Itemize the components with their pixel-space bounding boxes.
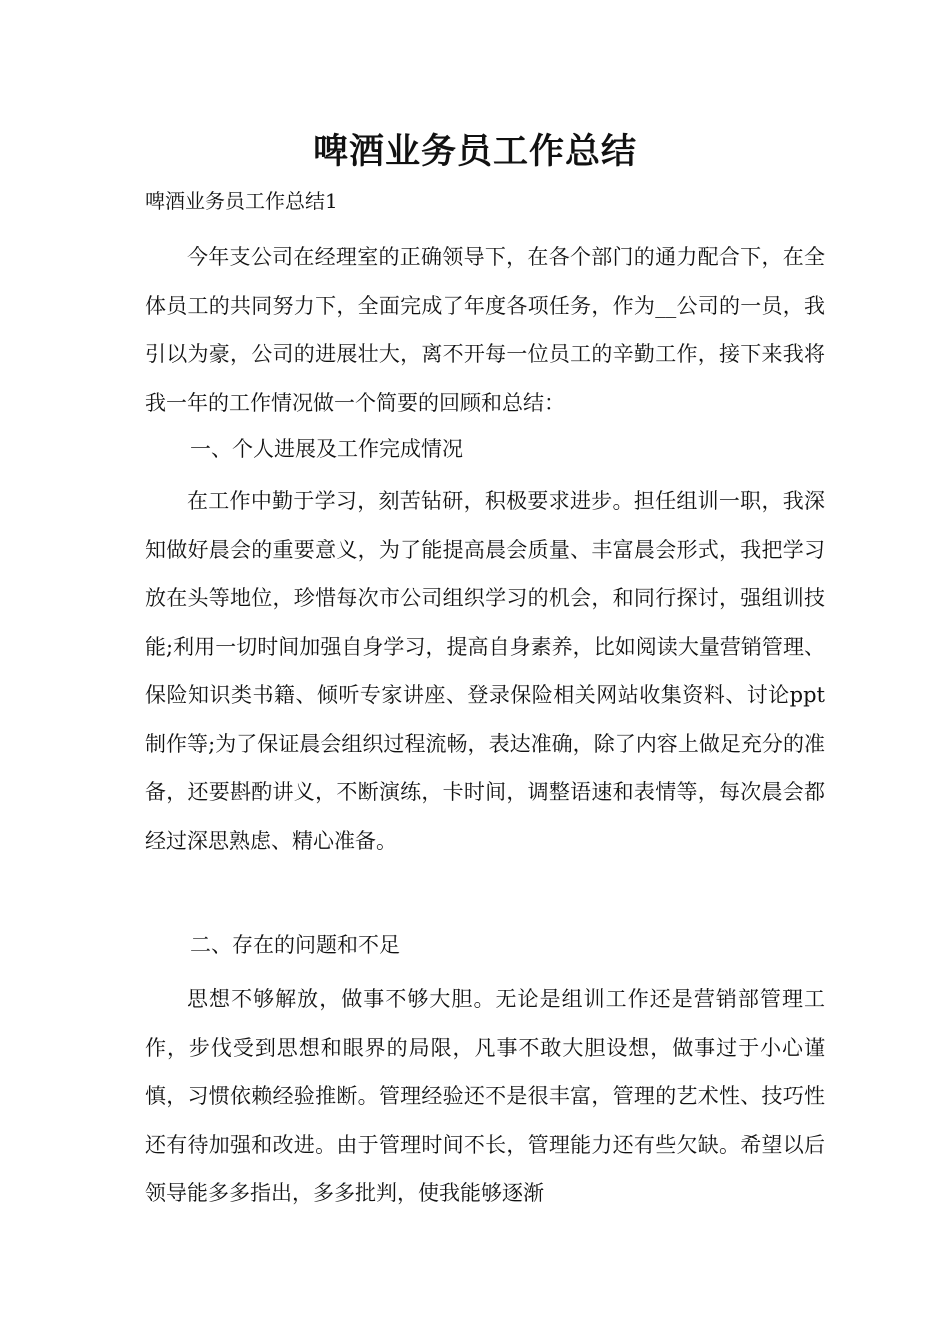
intro-paragraph: 今年支公司在经理室的正确领导下，在各个部门的通力配合下，在全体员工的共同努力下，全面完成了年度各项任务，作为__公司的一员，我引以为豪，公司的进展壮大，离不开每一位员工的辛勤工作，接下来我将我一年的工作情况做一个简要的回顾和总结：: [145, 245, 825, 415]
section-2-paragraph: 思想不够解放，做事不够大胆。无论是组训工作还是营销部管理工作，步伐受到思想和眼界的局限，凡事不敢大胆设想，做事过于小心谨慎，习惯依赖经验推断。管理经验还不是很丰富，管理的艺术性、技巧性还有待加强和改进。由于管理时间不长，管理能力还有些欠缺。希望以后领导能多多指出，多多批判，使我能够逐渐: [145, 987, 825, 1205]
document-title: 啤酒业务员工作总结: [312, 132, 637, 172]
document-subtitle: 啤酒业务员工作总结1: [145, 189, 338, 213]
section-1-paragraph: 在工作中勤于学习，刻苦钻研，积极要求进步。担任组训一职，我深知做好晨会的重要意义，为了能提高晨会质量、丰富晨会形式，我把学习放在头等地位，珍惜每次市公司组织学习的机会，和同行探讨，强组训技能;利用一切时间加强自身学习，提高自身素养，比如阅读大量营销管理、保险知识类书籍、倾听专家讲座、登录保险相关网站收集资料、讨论ppt制作等;为了保证晨会组织过程流畅，表达准确，除了内容上做足充分的准备，还要斟酌讲义，不断演练，卡时间，调整语速和表情等，每次晨会都经过深思熟虑、精心准备。: [145, 489, 825, 853]
section-heading-2: 二、存在的问题和不足: [190, 933, 400, 957]
section-heading-1: 一、个人进展及工作完成情况: [190, 437, 463, 461]
